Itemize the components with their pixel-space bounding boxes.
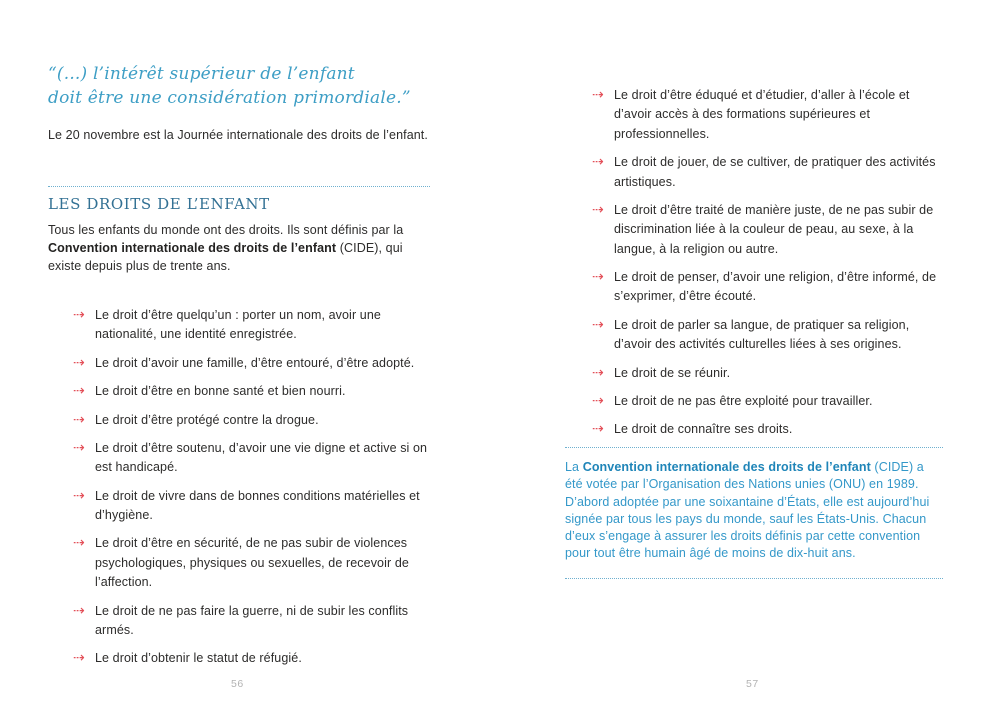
rights-item-text: Le droit de ne pas faire la guerre, ni de subir les conflits armés. [95, 603, 409, 637]
section-title: LES DROITS DE L’ENFANT [48, 195, 270, 213]
dashed-arrow-icon: ⇢ [73, 535, 85, 552]
text-segment: (CIDE) a été votée par l’Organisation des Nations unies (ONU) en 1989. D’abord adoptée par une soixantaine d’États, elle est aujourd’hui signée par tous les pays du monde, sauf les États-Unis. Chacun d’eux s’engage à assurer les droits définis par cette convention pour tout être humain âgé de moins de dix-huit ans. [565, 460, 930, 561]
rights-item-text: Le droit d’être en sécurité, de ne pas subir de violences psychologiques, physiques ou sexuelles, de recevoir de l’affection. [95, 536, 409, 590]
rights-item [592, 86, 943, 144]
rights-item-text: Le droit d’être en bonne santé et bien nourri. [95, 384, 346, 399]
dashed-arrow-icon: ⇢ [592, 421, 604, 438]
quote-line-1: “(...) l’intérêt supérieur de l’enfant [48, 64, 355, 84]
bold-text: Convention internationale des droits de l’enfant [582, 460, 871, 474]
rights-item [73, 439, 430, 478]
text-segment: Tous les enfants du monde ont des droits. Ils sont définis par la [48, 223, 404, 237]
rights-item [73, 649, 430, 668]
dashed-arrow-icon: ⇢ [73, 354, 85, 371]
text-segment: (CIDE), qui existe depuis plus de trente ans. [48, 241, 403, 274]
page-left [48, 0, 430, 719]
dashed-arrow-icon: ⇢ [592, 392, 604, 409]
pull-quote [48, 62, 430, 110]
dashed-arrow-icon: ⇢ [73, 487, 85, 504]
section-paragraph [48, 221, 430, 275]
rights-item-text: Le droit d’avoir une famille, d’être entouré, d’être adopté. [95, 355, 415, 370]
rights-item-text: Le droit d’être traité de manière juste, de ne pas subir de discrimination liée à la couleur de peau, au sexe, à la langue, à la religion ou autre. [614, 202, 934, 256]
rights-item [592, 268, 943, 307]
rights-item [592, 364, 943, 383]
quote-line-2: doit être une considération primordiale.” [48, 88, 411, 109]
rights-item [73, 382, 430, 401]
rights-item-text: Le droit d’obtenir le statut de réfugié. [95, 651, 302, 666]
intro-line: Le 20 novembre est la Journée internationale des droits de l’enfant. [48, 128, 428, 142]
dashed-arrow-icon: ⇢ [592, 316, 604, 333]
dashed-arrow-icon: ⇢ [73, 307, 85, 323]
bold-text: Convention internationale des droits de l’enfant [48, 241, 337, 256]
rights-item [73, 534, 430, 592]
rights-item [592, 153, 943, 192]
rights-item-text: Le droit d’être protégé contre la drogue. [95, 412, 319, 427]
rights-item [73, 411, 430, 430]
dotted-divider [48, 186, 430, 187]
rights-item [73, 602, 430, 641]
info-box-paragraph [565, 459, 943, 563]
page-right [565, 0, 943, 719]
rights-item-text: Le droit de vivre dans de bonnes conditions matérielles et d’hygiène. [95, 488, 420, 522]
dashed-arrow-icon: ⇢ [73, 602, 85, 619]
dashed-arrow-icon: ⇢ [592, 87, 604, 103]
rights-item [592, 392, 943, 411]
rights-item-text: Le droit d’être quelqu’un : porter un nom, avoir une nationalité, une identité enregistrée. [95, 308, 381, 342]
rights-item-text: Le droit de ne pas être exploité pour travailler. [614, 393, 873, 408]
rights-list-left [48, 306, 430, 678]
rights-item-text: Le droit de penser, d’avoir une religion, d’être informé, de s’exprimer, d’être écouté. [614, 270, 937, 304]
rights-item-text: Le droit de se réunir. [614, 365, 731, 380]
page-number-right: 57 [746, 678, 759, 690]
dashed-arrow-icon: ⇢ [592, 364, 604, 381]
dashed-arrow-icon: ⇢ [73, 411, 85, 428]
dashed-arrow-icon: ⇢ [592, 269, 604, 285]
rights-item [592, 201, 943, 259]
rights-list-right [565, 86, 943, 449]
rights-item-text: Le droit de jouer, de se cultiver, de pratiquer des activités artistiques. [614, 155, 936, 189]
rights-item-text: Le droit d’être éduqué et d’étudier, d’aller à l’école et d’avoir accès à des formations supérieures et professionnelles. [614, 88, 910, 141]
rights-item-text: Le droit d’être soutenu, d’avoir une vie digne et active si on est handicapé. [95, 440, 428, 475]
rights-item [73, 487, 430, 526]
dashed-arrow-icon: ⇢ [592, 201, 604, 218]
rights-item [73, 306, 430, 345]
dashed-arrow-icon: ⇢ [73, 650, 85, 667]
text-segment: La [565, 460, 583, 474]
rights-item-text: Le droit de parler sa langue, de pratiquer sa religion, d’avoir des activités culturelles liées à ses origines. [614, 317, 910, 352]
dashed-arrow-icon: ⇢ [73, 383, 85, 400]
dashed-arrow-icon: ⇢ [592, 154, 604, 171]
info-box [565, 447, 943, 579]
rights-item [592, 420, 943, 439]
rights-item [592, 316, 943, 355]
rights-item [73, 354, 430, 373]
dashed-arrow-icon: ⇢ [73, 439, 85, 456]
rights-item-text: Le droit de connaître ses droits. [614, 422, 793, 437]
page-number-left: 56 [231, 678, 244, 690]
